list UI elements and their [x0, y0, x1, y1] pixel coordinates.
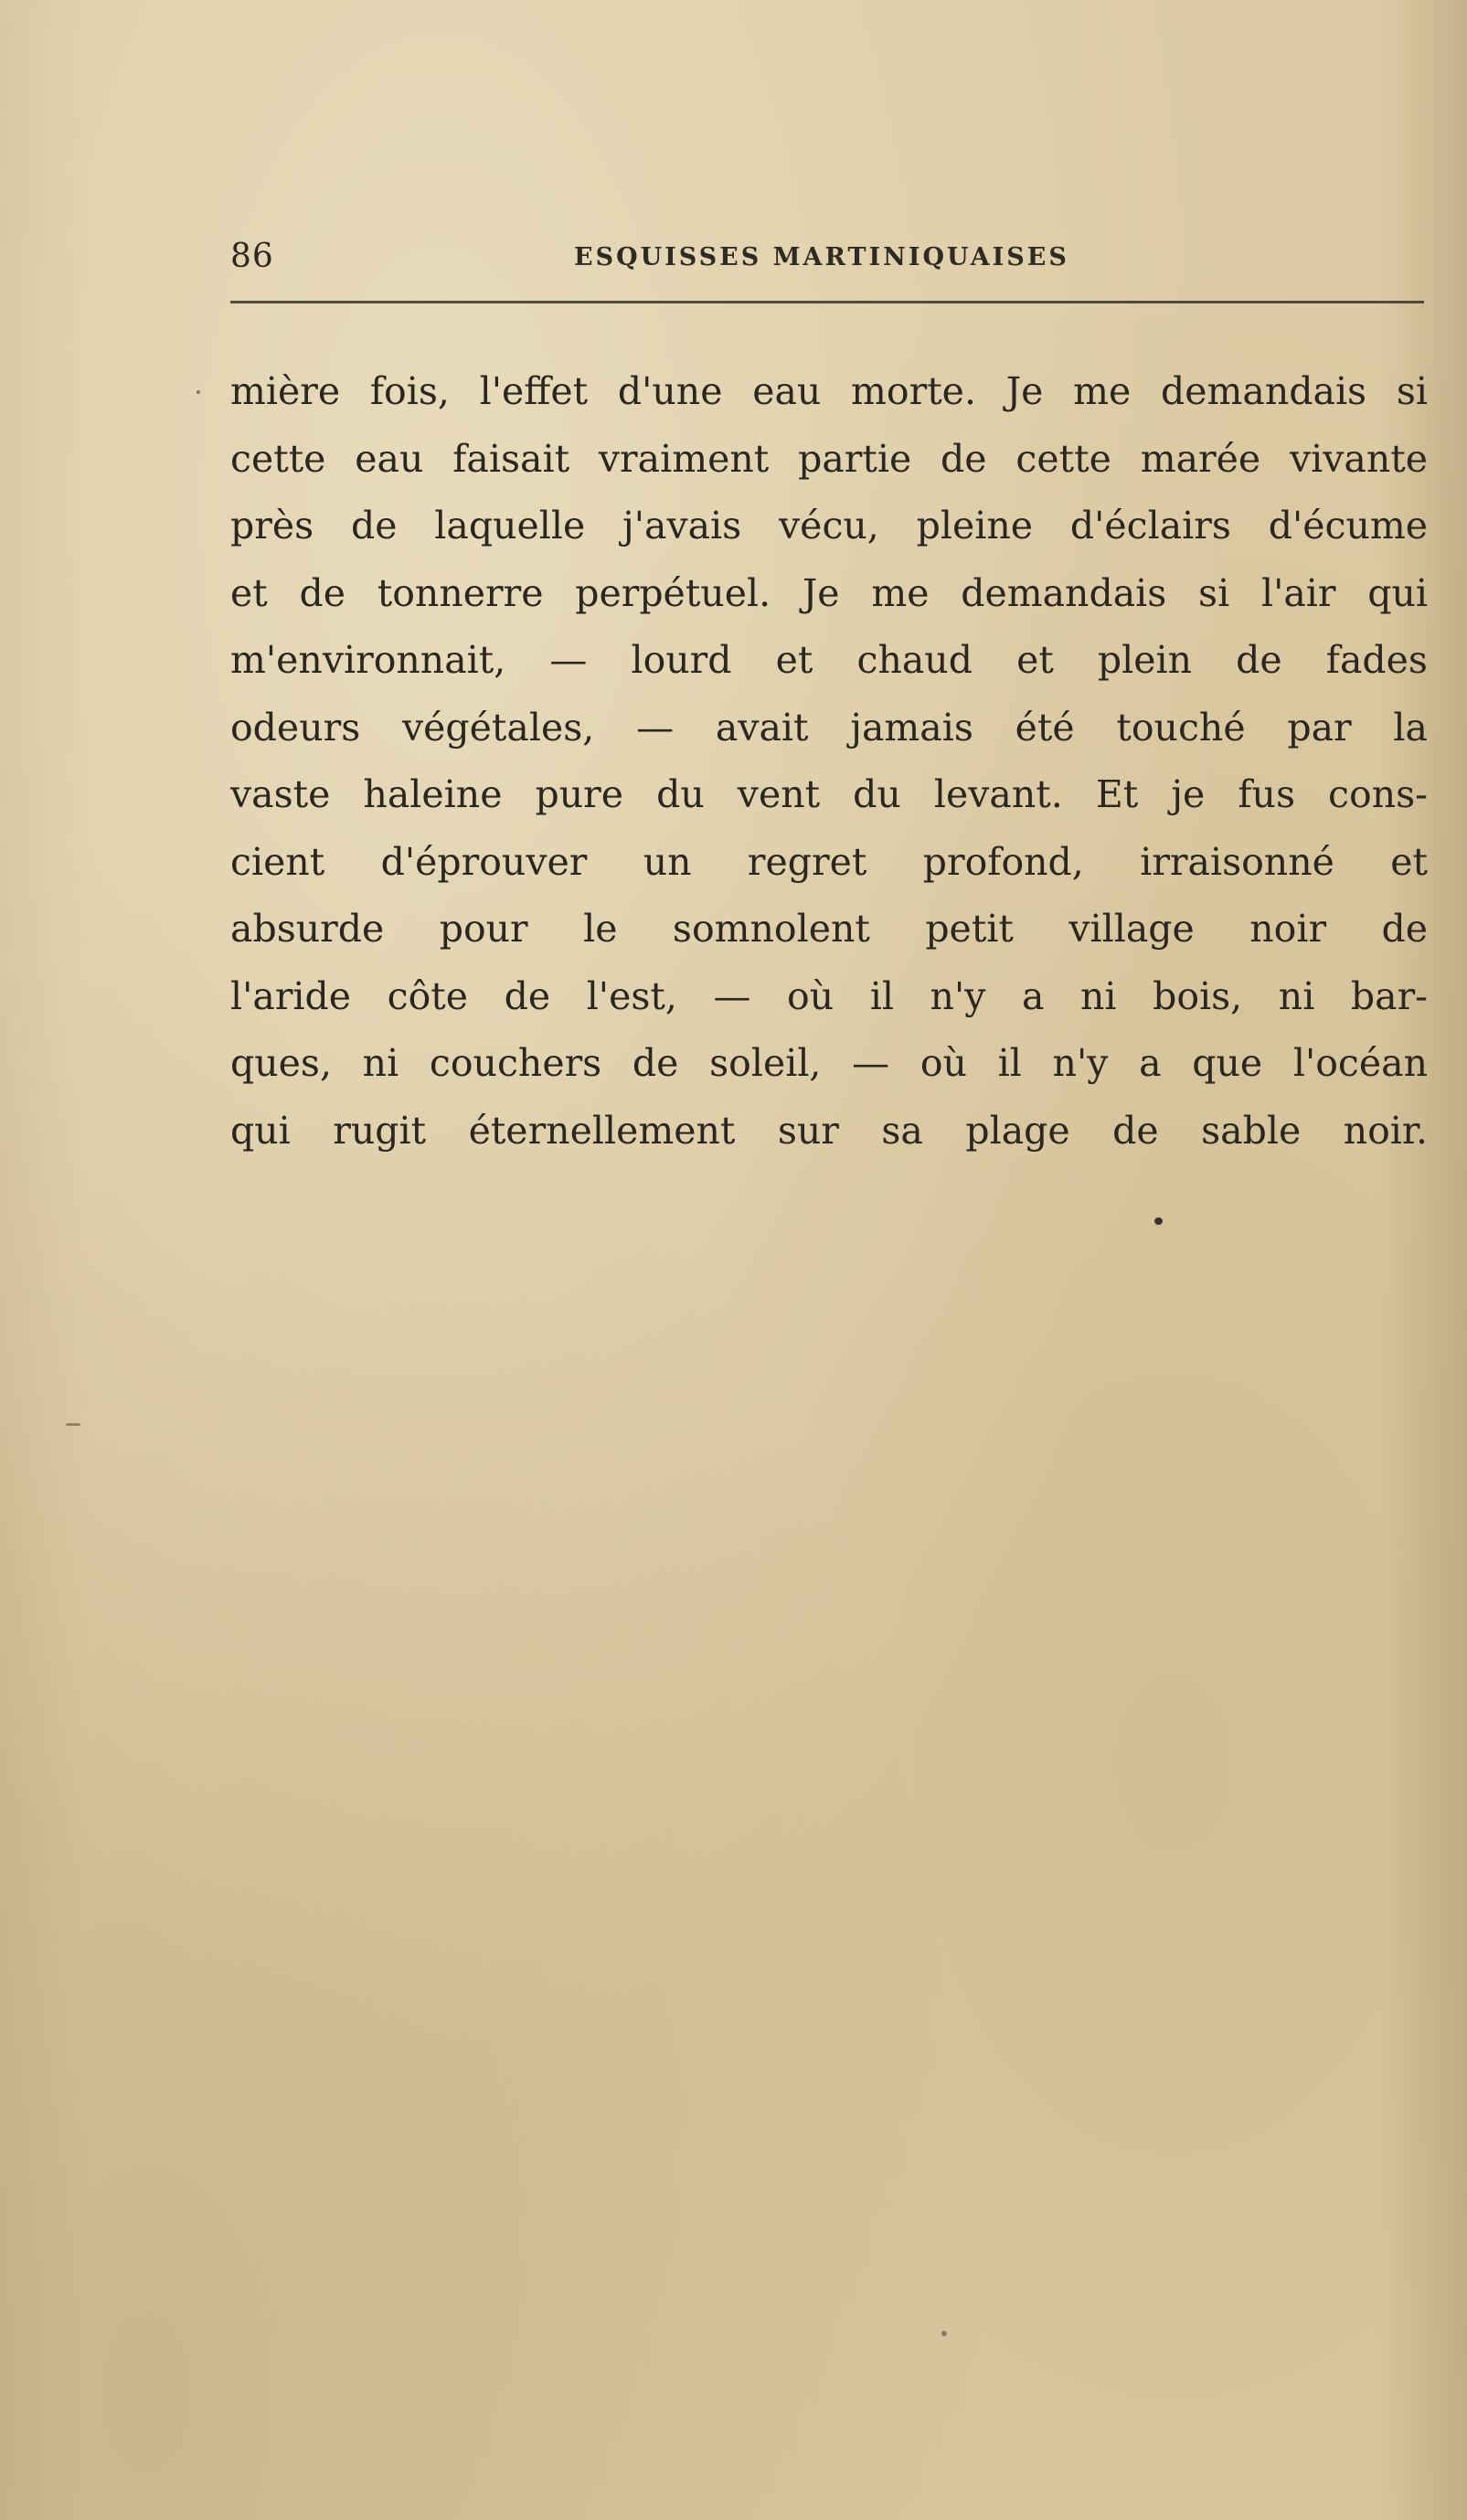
text-line-content: vaste haleine pure du vent du levant. Et je fus cons- — [230, 772, 1428, 816]
page-number: 86 — [230, 238, 274, 275]
text-line-content: près de laquelle j'avais vécu, pleine d'éclairs d'écume — [230, 504, 1428, 548]
text-line-content: absurde pour le somnolent petit village noir de — [230, 907, 1429, 951]
text-line — [230, 896, 1428, 963]
header-rule — [230, 301, 1424, 303]
running-title: ESQUISSES MARTINIQUAISES — [574, 243, 1069, 271]
text-line — [230, 627, 1428, 695]
text-line-content: ques, ni couchers de soleil, — où il n'y a que l'océan — [230, 1041, 1428, 1085]
text-line — [230, 761, 1428, 829]
text-line-content: cient d'éprouver un regret profond, irraisonné et — [230, 839, 1428, 884]
text-line — [230, 560, 1428, 628]
text-line — [230, 358, 1428, 426]
ink-speck — [66, 1423, 80, 1426]
text-line — [230, 1030, 1428, 1098]
text-line-content: cette eau faisait vraiment partie de cette marée vivante — [230, 436, 1429, 481]
ink-speck — [1154, 1217, 1163, 1225]
body-text — [230, 358, 1428, 1164]
text-line — [230, 963, 1428, 1031]
text-line-content: odeurs végétales, — avait jamais été touché par la — [230, 705, 1428, 750]
text-line-content: qui rugit éternellement sur sa plage de sable noir. — [230, 1108, 1429, 1153]
running-head — [230, 236, 1424, 282]
ink-speck — [941, 2331, 947, 2336]
ink-speck — [197, 390, 200, 394]
text-line — [230, 829, 1428, 897]
text-line-content: l'aride côte de l'est, — où il n'y a ni bois, ni bar- — [230, 973, 1429, 1018]
text-line-content: mière fois, l'effet d'une eau morte. Je me demandais si — [230, 369, 1428, 413]
text-line-content: et de tonnerre perpétuel. Je me demandais si l'air qui — [230, 570, 1429, 615]
text-line — [230, 493, 1428, 560]
text-line — [230, 695, 1428, 762]
text-line — [230, 1098, 1428, 1165]
text-line — [230, 426, 1428, 494]
text-line-content: m'environnait, — lourd et chaud et plein de fades — [230, 638, 1428, 682]
